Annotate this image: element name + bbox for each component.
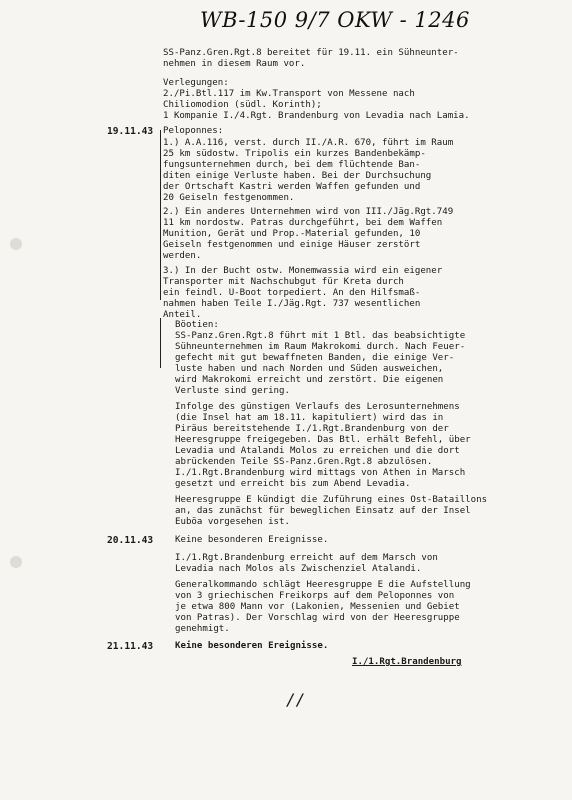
item-line: 2.) Ein anderes Unternehmen wird von III./Jäg.Rgt.749 (163, 207, 454, 217)
item-line: werden. (163, 251, 202, 261)
lero-line: (die Insel hat am 18.11. kapituliert) wird das in (175, 413, 444, 423)
intro-line: nehmen in diesem Raum vor. (163, 59, 306, 69)
item-line: der Ortschaft Kastri werden Waffen gefunden und (163, 182, 421, 192)
boeotien-line: luste haben und nach Norden und Süden ausweichen, (175, 364, 444, 374)
item-line: 1.) A.A.116, verst. durch II./A.R. 670, führt im Raum (163, 138, 454, 148)
verlegungen-heading: Verlegungen: (163, 78, 229, 88)
entry-line: von 3 griechischen Freikorps auf dem Peloponnes von (175, 591, 455, 601)
item-line: diten einige Verluste haben. Bei der Durchsuchung (163, 171, 432, 181)
item-line: Munition, Gerät und Prop.-Material gefunden, 10 (163, 229, 421, 239)
item-line: Geiseln festgenommen und einige Häuser zerstört (163, 240, 421, 250)
punch-hole (10, 238, 22, 250)
lero-line: Heeresgruppe freigegeben. Das Btl. erhält Befehl, über (175, 435, 471, 445)
section-heading: Peloponnes: (163, 126, 224, 136)
verlegungen-line: 2./Pi.Btl.117 im Kw.Transport von Messene nach (163, 89, 415, 99)
lero-line: gesetzt und erreicht bis zum Abend Levadia. (175, 479, 411, 489)
verlegungen-line: Chiliomodion (südl. Korinth); (163, 100, 322, 110)
entry-date: 21.11.43 (107, 641, 154, 652)
boeotien-line: SS-Panz.Gren.Rgt.8 führt mit 1 Btl. das beabsichtigte (175, 331, 466, 341)
verlegungen-line: 1 Kompanie I./4.Rgt. Brandenburg von Levadia nach Lamia. (163, 111, 470, 121)
item-line: ein feindl. U-Boot torpediert. An den Hilfsmaß- (163, 288, 421, 298)
item-line: fungsunternehmen durch, bei dem flüchtende Ban- (163, 160, 421, 170)
entry-line: je etwa 800 Mann vor (Lakonien, Messenien und Gebiet (175, 602, 460, 612)
section-heading: Böotien: (175, 320, 219, 330)
ost-line: Heeresgruppe E kündigt die Zuführung eines Ost-Bataillons (175, 495, 488, 505)
entry-date: 19.11.43 (107, 126, 154, 137)
item-line: 3.) In der Bucht ostw. Monemwassia wird ein eigener (163, 266, 443, 276)
entry-line: Levadia nach Molos als Zwischenziel Atalandi. (175, 564, 422, 574)
entry-line: Keine besonderen Ereignisse. (175, 535, 329, 545)
signature-unit: I./1.Rgt.Brandenburg (352, 657, 462, 667)
entry-line: von Patras). Der Vorschlag wird von der Heeresgruppe (175, 613, 460, 623)
lero-line: Levadia und Atalandi Molos zu erreichen und die dort (175, 446, 460, 456)
item-line: Anteil. (163, 310, 202, 320)
lero-line: Infolge des günstigen Verlaufs des Lerosunternehmens (175, 402, 460, 412)
boeotien-line: Sühneunternehmen im Raum Makrokomi durch. Nach Feuer- (175, 342, 466, 352)
entry-line: I./1.Rgt.Brandenburg erreicht auf dem Marsch von (175, 553, 438, 563)
item-line: Transporter mit Nachschubgut für Kreta durch (163, 277, 404, 287)
ost-line: an, das zunächst für beweglichen Einsatz auf der Insel (175, 506, 471, 516)
boeotien-line: gefecht mit gut bewaffneten Banden, die einige Ver- (175, 353, 455, 363)
margin-line (160, 318, 161, 368)
boeotien-line: wird Makrokomi erreicht und zerstört. Die eigenen (175, 375, 444, 385)
punch-hole (10, 556, 22, 568)
entry-date: 20.11.43 (107, 535, 154, 546)
handwritten-mark: // (286, 690, 306, 709)
lero-line: I./1.Rgt.Brandenburg wird mittags von Athen in Marsch (175, 468, 466, 478)
entry-line: Keine besonderen Ereignisse. (175, 641, 329, 651)
margin-line (160, 130, 161, 300)
item-line: 11 km nordostw. Patras durchgeführt, bei dem Waffen (163, 218, 443, 228)
item-line: nahmen haben Teile I./Jäg.Rgt. 737 wesentlichen (163, 299, 421, 309)
lero-line: Piräus bereitstehende I./1.Rgt.Brandenburg von der (175, 424, 449, 434)
entry-line: genehmigt. (175, 624, 230, 634)
ost-line: Euböa vorgesehen ist. (175, 517, 290, 527)
boeotien-line: Verluste sind gering. (175, 386, 290, 396)
archive-stamp: WB-150 9/7 OKW - 1246 (200, 8, 470, 32)
lero-line: abrückenden Teile SS-Panz.Gren.Rgt.8 abzulösen. (175, 457, 433, 467)
intro-line: SS-Panz.Gren.Rgt.8 bereitet für 19.11. ein Sühneunter- (163, 48, 459, 58)
item-line: 25 km südostw. Tripolis ein kurzes Bandenbekämp- (163, 149, 426, 159)
item-line: 20 Geiseln festgenommen. (163, 193, 295, 203)
entry-line: Generalkommando schlägt Heeresgruppe E die Aufstellung (175, 580, 471, 590)
